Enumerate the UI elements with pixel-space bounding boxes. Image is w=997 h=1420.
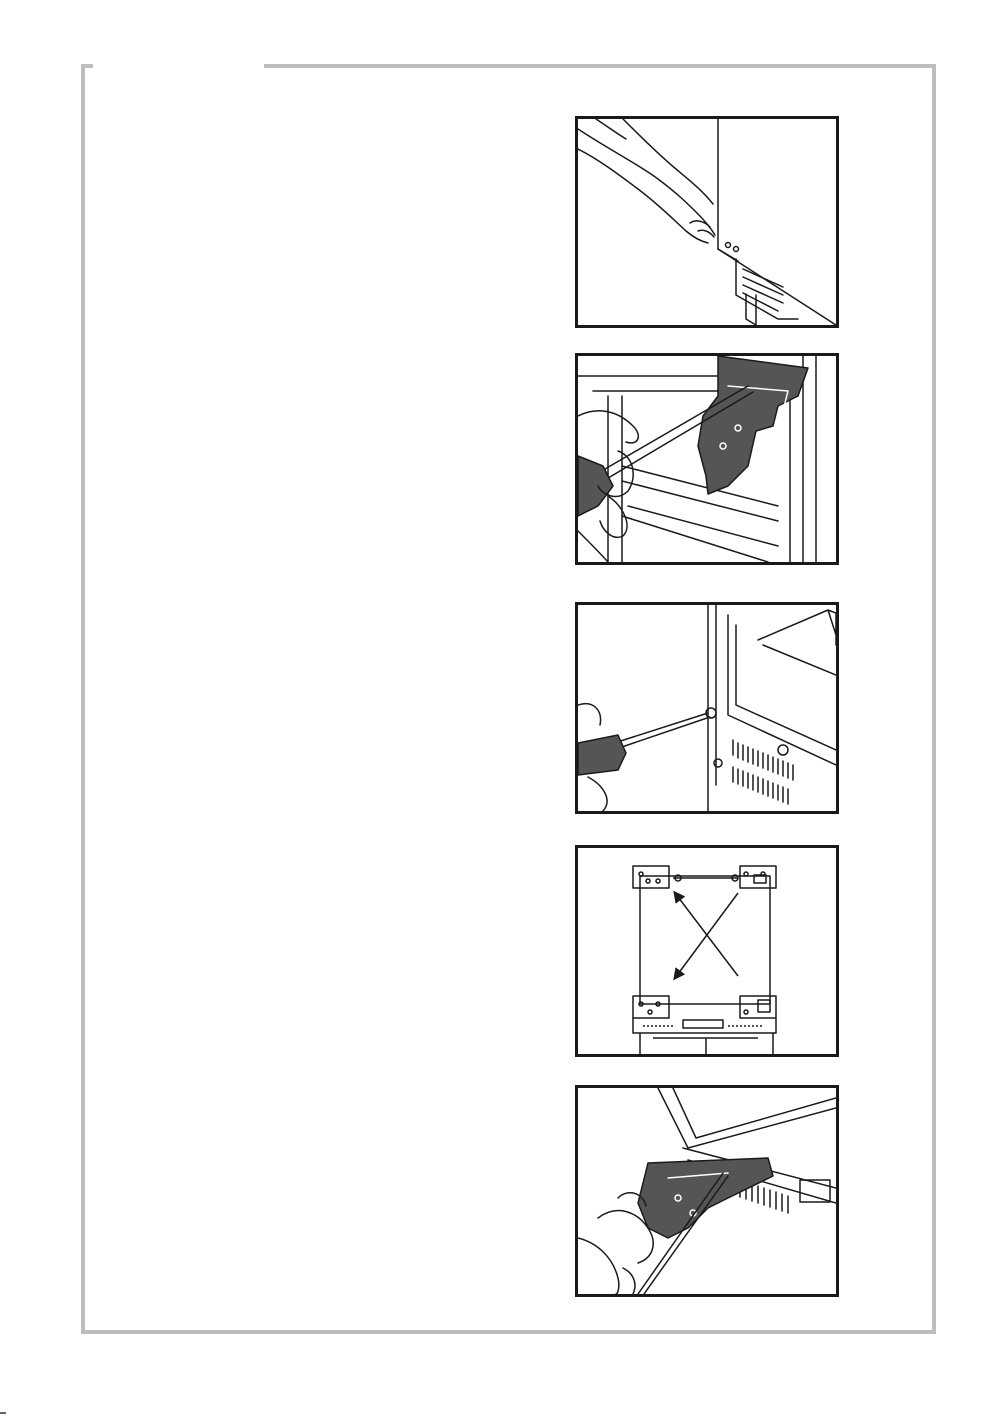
screwdriver-screw-illustration	[578, 605, 836, 811]
frame-left	[81, 64, 85, 1334]
refit-hinge-illustration	[578, 1088, 836, 1294]
illustration-step-1	[575, 116, 839, 328]
illustration-step-2	[575, 353, 839, 565]
frame-right	[932, 64, 936, 1334]
frame-top-right	[264, 64, 936, 68]
screwdriver-hinge-illustration	[578, 356, 836, 562]
frame-bottom	[81, 1330, 936, 1334]
illustration-step-5	[575, 1085, 839, 1297]
page-edge-mark	[0, 1412, 6, 1414]
hinge-swap-diagram	[578, 848, 836, 1054]
hand-pressing-appliance-illustration	[578, 119, 836, 325]
illustration-step-4	[575, 845, 839, 1057]
illustration-step-3	[575, 602, 839, 814]
